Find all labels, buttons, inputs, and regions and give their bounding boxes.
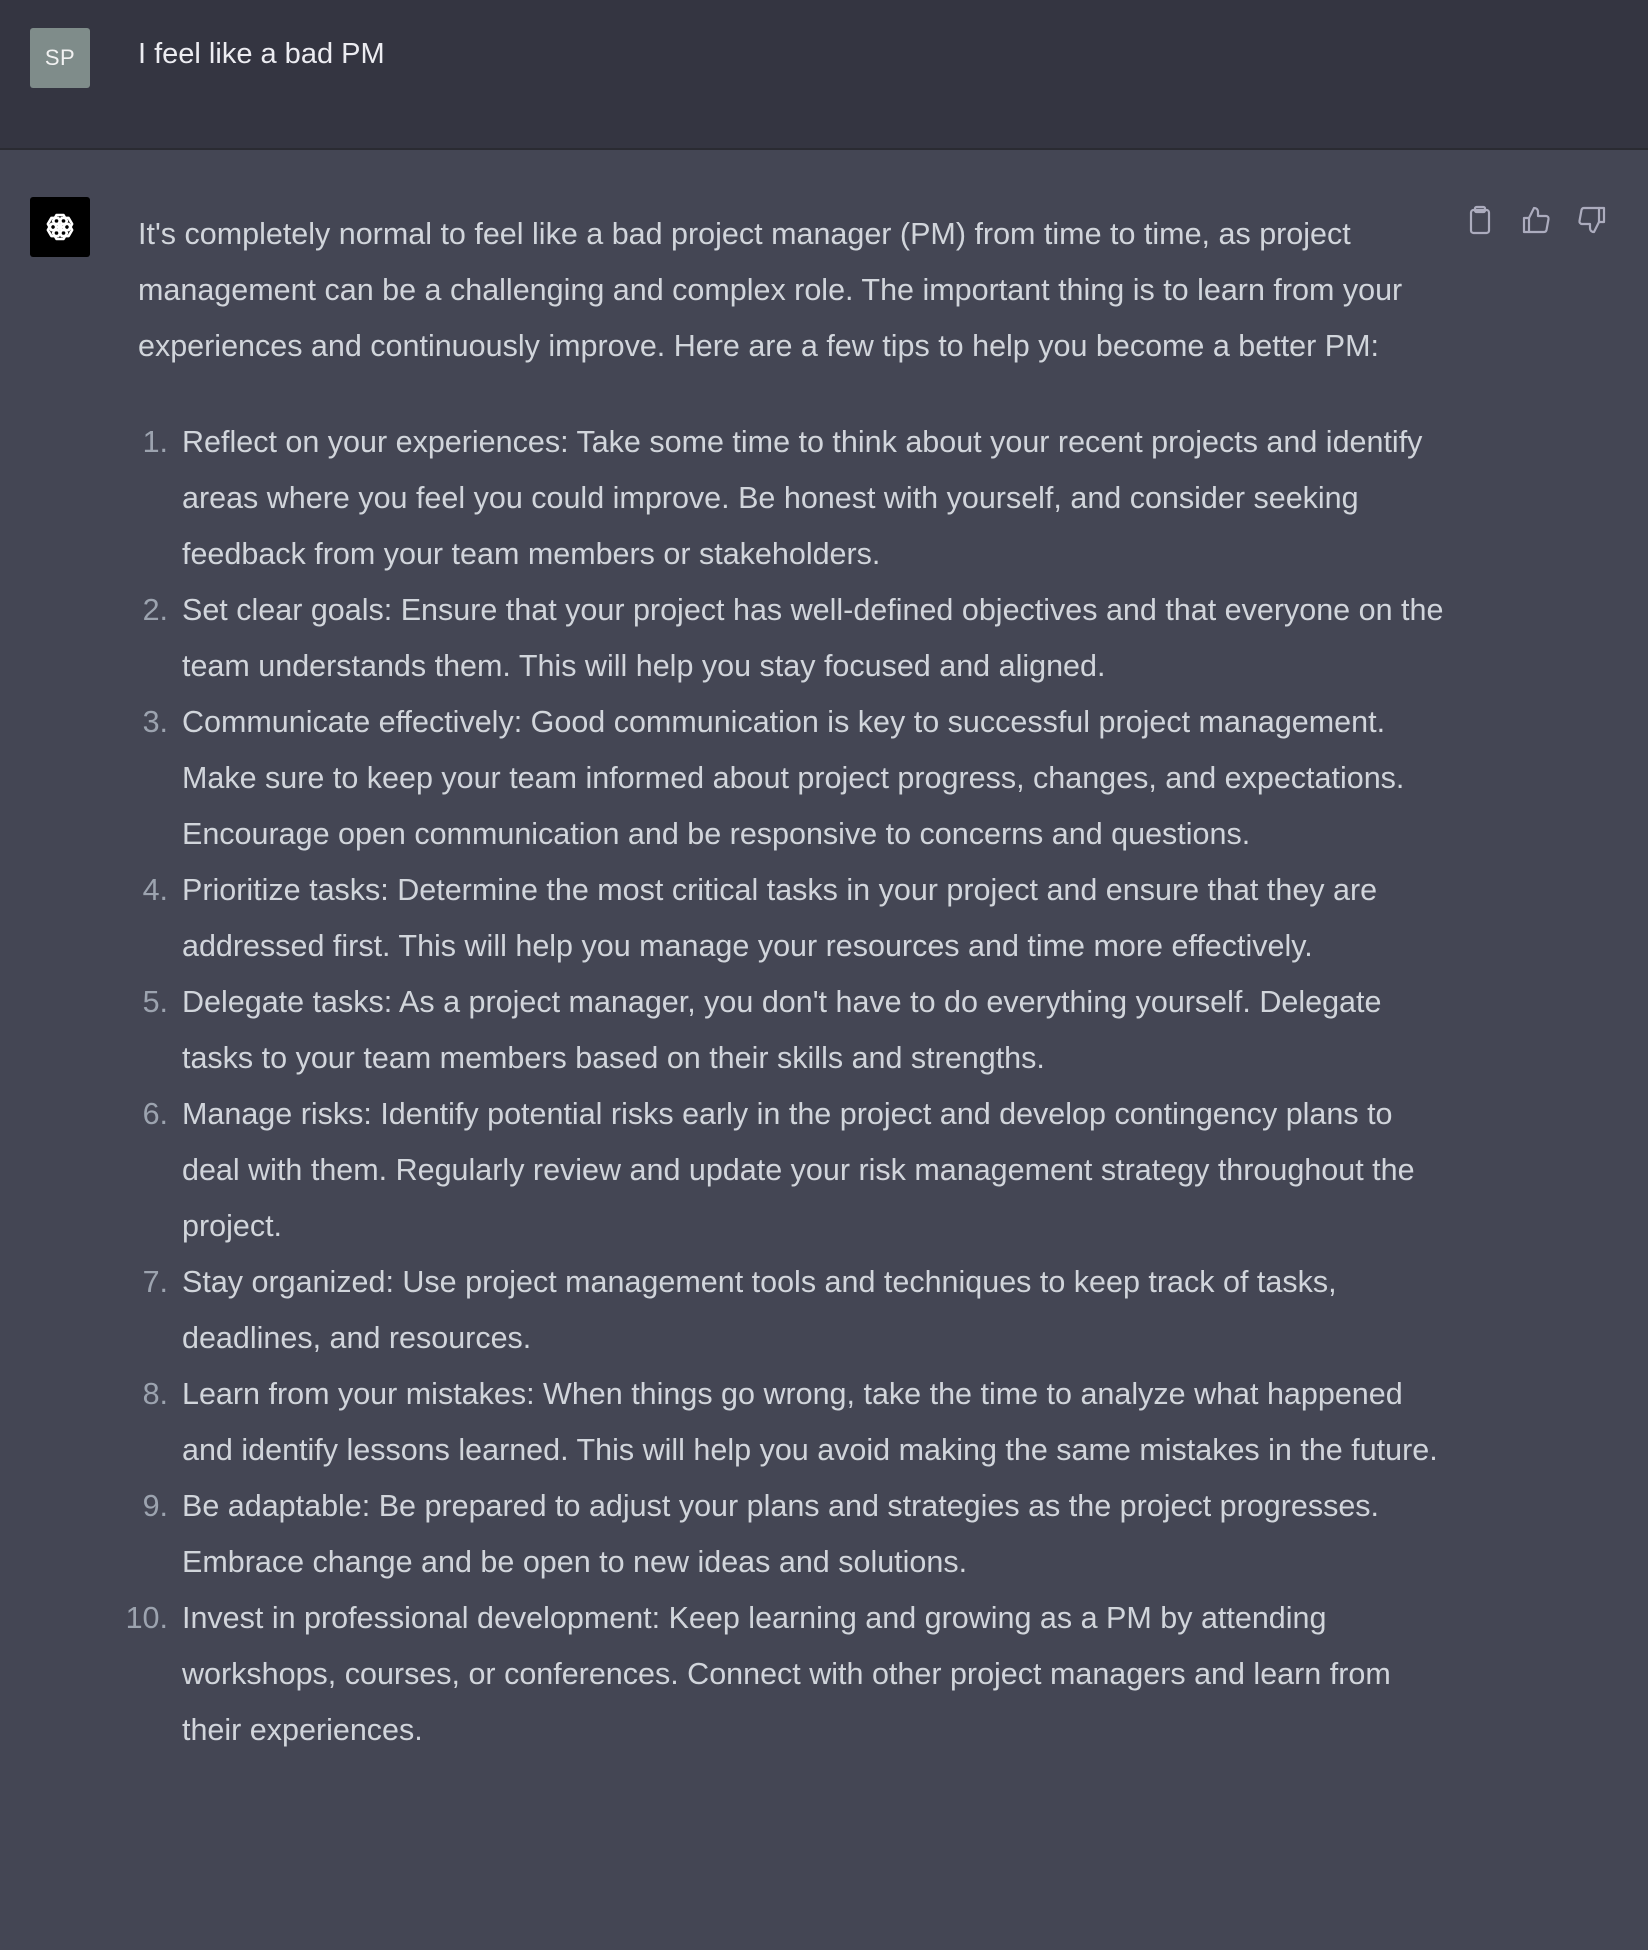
list-item-number: 7. bbox=[142, 1265, 168, 1299]
list-item bbox=[138, 1254, 1448, 1366]
list-item-number: 8. bbox=[142, 1377, 168, 1411]
copy-icon bbox=[1462, 202, 1498, 238]
list-item-number: 2. bbox=[142, 593, 168, 627]
thumbs-up-icon bbox=[1518, 202, 1554, 238]
list-item bbox=[138, 1086, 1448, 1254]
list-item-number: 5. bbox=[142, 985, 168, 1019]
tips-list bbox=[125, 414, 1448, 1758]
list-item-text: Delegate tasks: As a project manager, you don't have to do everything yourself. Delegate tasks to your team members based on their skills and strengths. bbox=[182, 985, 1382, 1075]
assistant-message-row bbox=[0, 150, 1648, 1950]
copy-button[interactable] bbox=[1462, 202, 1498, 238]
list-item-number: 9. bbox=[142, 1489, 168, 1523]
list-item-text: Set clear goals: Ensure that your project has well-defined objectives and that everyone on the team understands them. This will help you stay focused and aligned. bbox=[182, 593, 1444, 683]
list-item bbox=[138, 862, 1448, 974]
thumbs-down-icon bbox=[1574, 202, 1610, 238]
thumbs-down-button[interactable] bbox=[1574, 202, 1610, 238]
list-item-number: 1. bbox=[142, 425, 168, 459]
list-item-text: Stay organized: Use project management tools and techniques to keep track of tasks, deadlines, and resources. bbox=[182, 1265, 1337, 1355]
list-item-text: Manage risks: Identify potential risks early in the project and develop contingency plans to deal with them. Regularly review and update your risk management strategy throughout the project. bbox=[182, 1097, 1415, 1243]
list-item-text: Reflect on your experiences: Take some time to think about your recent projects and identify areas where you feel you could improve. Be honest with yourself, and consider seeking feedback from your team members or stakeholders. bbox=[182, 425, 1423, 571]
user-avatar: SP bbox=[30, 28, 90, 88]
list-item-number: 4. bbox=[142, 873, 168, 907]
list-item bbox=[125, 1590, 1448, 1758]
list-item-number: 10. bbox=[125, 1601, 168, 1635]
user-message-row bbox=[0, 0, 1648, 150]
list-item bbox=[138, 694, 1448, 862]
list-item-number: 3. bbox=[142, 705, 168, 739]
thumbs-up-button[interactable] bbox=[1518, 202, 1554, 238]
assistant-avatar bbox=[30, 197, 90, 257]
assistant-intro-paragraph: It's completely normal to feel like a bad project manager (PM) from time to time, as project management can be a challenging and complex role. The important thing is to learn from your experiences and continuously improve. Here are a few tips to help you become a better PM: bbox=[138, 217, 1403, 363]
list-item bbox=[138, 1366, 1448, 1478]
list-item bbox=[138, 582, 1448, 694]
list-item-text: Invest in professional development: Keep learning and growing as a PM by attending workshops, courses, or conferences. Connect with other project managers and learn from their experiences. bbox=[182, 1601, 1391, 1747]
list-item bbox=[138, 414, 1448, 582]
list-item-text: Be adaptable: Be prepared to adjust your plans and strategies as the project progresses. Embrace change and be open to new ideas and solutions. bbox=[182, 1489, 1380, 1579]
list-item bbox=[138, 974, 1448, 1086]
user-message-text: I feel like a bad PM bbox=[138, 38, 385, 70]
list-item-text: Communicate effectively: Good communication is key to successful project management. Make sure to keep your team informed about project progress, changes, and expectations. Encourage open communication and be responsive to concerns and questions. bbox=[182, 705, 1405, 851]
message-actions bbox=[1462, 202, 1612, 242]
assistant-message-content bbox=[125, 206, 1448, 1758]
list-item bbox=[138, 1478, 1448, 1590]
openai-logo-icon bbox=[39, 206, 81, 248]
list-item-text: Learn from your mistakes: When things go wrong, take the time to analyze what happened and identify lessons learned. This will help you avoid making the same mistakes in the future. bbox=[182, 1377, 1438, 1467]
list-item-number: 6. bbox=[142, 1097, 168, 1131]
list-item-text: Prioritize tasks: Determine the most critical tasks in your project and ensure that they are addressed first. This will help you manage your resources and time more effectively. bbox=[182, 873, 1378, 963]
